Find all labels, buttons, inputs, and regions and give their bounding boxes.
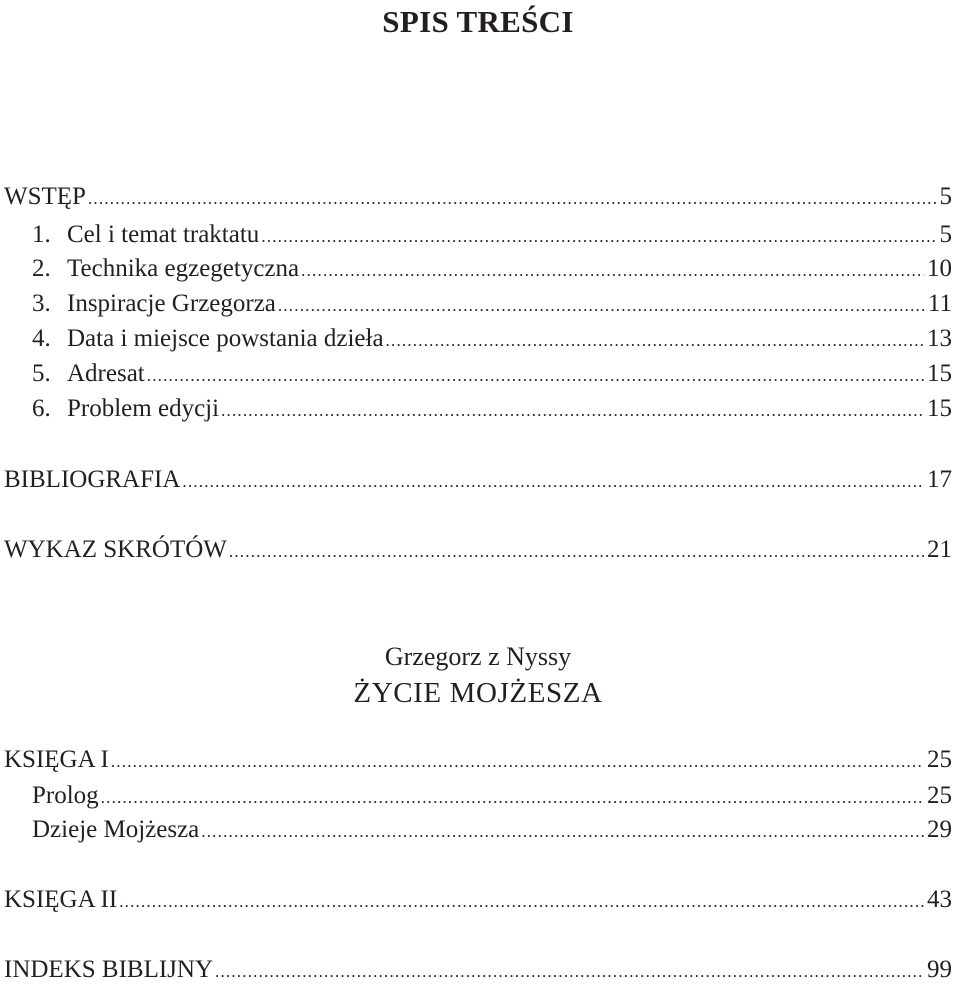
- toc-entry-page: 13: [927, 325, 952, 352]
- toc-entry-introduction[interactable]: [4, 181, 952, 215]
- toc-entry-label: WSTĘP: [4, 183, 86, 210]
- toc-entry-intro-6[interactable]: [32, 393, 952, 427]
- toc-entry-intro-4[interactable]: [32, 323, 952, 357]
- toc-entry-number: 5.: [32, 360, 51, 387]
- dot-leader: [278, 290, 925, 322]
- work-title: ŻYCIE MOJŻESZA: [353, 677, 603, 709]
- toc-entry-label: Inspiracje Grzegorza: [67, 290, 276, 317]
- page-title: SPIS TREŚCI: [382, 4, 574, 39]
- toc-entry-number: 1.: [32, 221, 51, 248]
- toc-entry-page: 11: [927, 290, 952, 317]
- toc-entry-intro-5[interactable]: [32, 358, 952, 392]
- dot-leader: [182, 466, 924, 498]
- toc-entry-page: 15: [927, 360, 952, 387]
- toc-entry-page: 15: [927, 395, 952, 422]
- toc-entry-biblical-index[interactable]: [4, 954, 952, 988]
- toc-entry-page: 5: [939, 221, 952, 248]
- dot-leader: [201, 816, 924, 848]
- toc-entry-label: Technika egzegetyczna: [67, 255, 300, 282]
- toc-entry-label: Prolog: [32, 782, 99, 809]
- toc-entry-bibliography[interactable]: [4, 464, 952, 498]
- toc-entry-number: 6.: [32, 395, 51, 422]
- dot-leader: [111, 746, 924, 778]
- toc-entry-page: 17: [927, 466, 952, 493]
- toc-entry-prolog[interactable]: [32, 780, 952, 814]
- toc-entry-label: WYKAZ SKRÓTÓW: [4, 536, 227, 563]
- toc-entry-label: INDEKS BIBLIJNY: [4, 956, 214, 983]
- toc-entry-label: Adresat: [67, 360, 145, 387]
- dot-leader: [261, 221, 936, 253]
- toc-entry-page: 99: [927, 956, 952, 983]
- dot-leader: [215, 956, 924, 988]
- toc-entry-label: KSIĘGA II: [4, 886, 118, 913]
- toc-entry-book-2[interactable]: [4, 884, 952, 918]
- toc-entry-label: Cel i temat traktatu: [67, 221, 260, 248]
- toc-entry-intro-2[interactable]: [32, 253, 952, 287]
- dot-leader: [101, 782, 924, 814]
- toc-entry-number: 3.: [32, 290, 51, 317]
- toc-entry-page: 25: [927, 782, 952, 809]
- toc-entry-book-1[interactable]: [4, 744, 952, 778]
- toc-entry-label: BIBLIOGRAFIA: [4, 466, 181, 493]
- toc-entry-intro-3[interactable]: [32, 288, 952, 322]
- toc-entry-abbreviations[interactable]: [4, 534, 952, 568]
- dot-leader: [147, 360, 924, 392]
- toc-entry-page: 43: [927, 886, 952, 913]
- toc-entry-label: Dzieje Mojżesza: [32, 816, 200, 843]
- toc-entry-page: 5: [939, 183, 952, 210]
- work-author: Grzegorz z Nyssy: [384, 642, 572, 671]
- toc-entry-label: Problem edycji: [67, 395, 220, 422]
- dot-leader: [386, 325, 924, 357]
- toc-entry-page: 25: [927, 746, 952, 773]
- toc-entry-number: 4.: [32, 325, 51, 352]
- toc-entry-number: 2.: [32, 255, 51, 282]
- toc-entry-moses-story[interactable]: [32, 814, 952, 848]
- toc-entry-page: 21: [927, 536, 952, 563]
- toc-entry-intro-1[interactable]: [32, 219, 952, 253]
- dot-leader: [229, 536, 924, 568]
- dot-leader: [221, 395, 924, 427]
- toc-entry-label: Data i miejsce powstania dzieła: [67, 325, 384, 352]
- toc-entry-page: 29: [927, 816, 952, 843]
- toc-entry-page: 10: [927, 255, 952, 282]
- dot-leader: [88, 183, 937, 215]
- dot-leader: [119, 886, 924, 918]
- dot-leader: [301, 255, 924, 287]
- toc-entry-label: KSIĘGA I: [4, 746, 109, 773]
